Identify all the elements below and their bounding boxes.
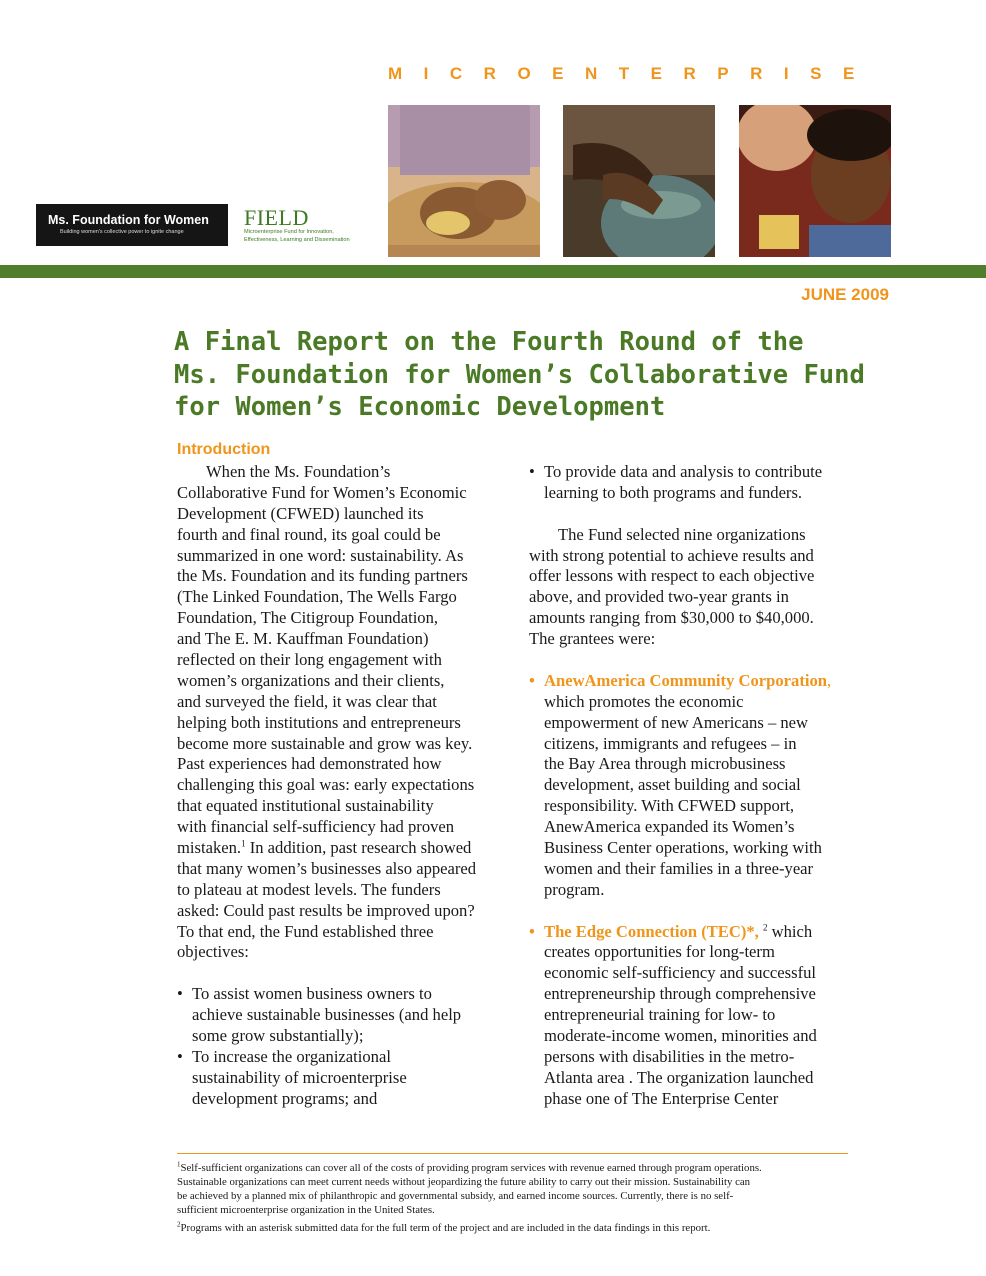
title-line: for Women’s Economic Development bbox=[174, 392, 666, 422]
title-line: Ms. Foundation for Women’s Collaborative Fund bbox=[174, 359, 865, 390]
bullet-line: phase one of The Enterprise Center bbox=[544, 1088, 779, 1108]
bullet-line: persons with disabilities in the metro- bbox=[544, 1046, 795, 1066]
body-line: The grantees were: bbox=[529, 629, 656, 649]
photo-hands-pottery bbox=[563, 105, 715, 257]
photo-hands-dough bbox=[388, 105, 540, 257]
footnote-line: Sustainable organizations can meet current needs without jeopardizing the future ability to carry out their mission. Sustainability can bbox=[177, 1176, 751, 1188]
bullet-line: To provide data and analysis to contribute bbox=[544, 462, 823, 481]
bullet-line: the Bay Area through microbusiness bbox=[544, 754, 786, 774]
body-line: women’s organizations and their clients, bbox=[177, 670, 445, 690]
body-line: Past experiences had demonstrated how bbox=[177, 754, 442, 774]
grantee-item bbox=[529, 671, 859, 901]
bullet-marker: • bbox=[529, 921, 535, 941]
ms-foundation-tagline: Building women's collective power to ignite change bbox=[60, 229, 184, 235]
footnote-mark: 1 bbox=[177, 1160, 181, 1169]
objective-bullet bbox=[529, 462, 859, 504]
body-line: offer lessons with respect to each objective bbox=[529, 566, 815, 586]
bullet-line: entrepreneurship through comprehensive bbox=[544, 984, 816, 1004]
series-label: MICROENTERPRISE bbox=[388, 64, 876, 83]
body-line: and The E. M. Kauffman Foundation) bbox=[177, 629, 429, 649]
bullet-line: economic self-sufficiency and successful bbox=[544, 963, 817, 983]
report-title bbox=[174, 326, 954, 424]
report-date: JUNE 2009 bbox=[801, 285, 889, 304]
body-text: which bbox=[767, 921, 813, 941]
body-line: objectives: bbox=[177, 942, 249, 962]
grantee-name: The Edge Connection (TEC)*, bbox=[544, 921, 759, 941]
body-line: above, and provided two-year grants in bbox=[529, 587, 789, 607]
ms-foundation-name: Ms. Foundation for Women bbox=[48, 213, 209, 227]
bullet-line: To assist women business owners to bbox=[192, 984, 432, 1004]
photo-woman-child bbox=[739, 105, 891, 257]
footnote-text: Self-sufficient organizations can cover all of the costs of providing program services with revenue earned through program operations. bbox=[180, 1162, 762, 1174]
bullet-line: entrepreneurial training for low- to bbox=[544, 1005, 776, 1025]
body-line: and surveyed the field, it was clear that bbox=[177, 691, 437, 711]
grantee-item bbox=[529, 922, 859, 1110]
footnote-line bbox=[177, 1161, 857, 1175]
bullet-line: which promotes the economic bbox=[544, 691, 744, 711]
bullet-line: responsibility. With CFWED support, bbox=[544, 796, 795, 816]
body-line: asked: Could past results be improved upon? bbox=[177, 900, 475, 920]
bullet-line: women and their families in a three-year bbox=[544, 858, 814, 878]
body-line: The Fund selected nine organizations bbox=[558, 524, 806, 544]
bullet-marker: • bbox=[529, 462, 535, 481]
body-text: In addition, past research showed bbox=[245, 838, 472, 858]
left-column bbox=[177, 462, 497, 1110]
body-line: helping both institutions and entrepreneurs bbox=[177, 712, 461, 732]
body-line bbox=[177, 838, 497, 859]
bullet-line: Atlanta area . The organization launched bbox=[544, 1067, 814, 1087]
bullet-line: empowerment of new Americans – new bbox=[544, 712, 809, 732]
body-line: (The Linked Foundation, The Wells Fargo bbox=[177, 587, 457, 607]
body-line: that many women’s businesses also appeared bbox=[177, 858, 477, 878]
body-line: fourth and final round, its goal could be bbox=[177, 524, 441, 544]
bullet-marker: • bbox=[177, 1046, 183, 1066]
bullet-line: some grow substantially); bbox=[192, 1026, 364, 1046]
punctuation: , bbox=[826, 670, 832, 690]
body-text: mistaken. bbox=[177, 838, 242, 858]
bullet-line: To increase the organizational bbox=[192, 1046, 391, 1066]
bullet-line: program. bbox=[544, 879, 605, 899]
body-line: that equated institutional sustainability bbox=[177, 796, 434, 816]
footnotes bbox=[177, 1161, 857, 1235]
footnote-line: be achieved by a planned mix of philanthropic and governmental subsidy, and earned income sources. Currently, there is no self- bbox=[177, 1190, 734, 1202]
bullet-line: development, asset building and social bbox=[544, 775, 801, 795]
body-line: summarized in one word: sustainability. As bbox=[177, 545, 464, 565]
body-line: When the Ms. Foundation’s bbox=[206, 462, 391, 481]
bullet-marker: • bbox=[177, 984, 183, 1004]
right-column bbox=[529, 462, 859, 1110]
section-heading-introduction: Introduction bbox=[177, 441, 271, 458]
body-line: with financial self-sufficiency had proven bbox=[177, 817, 455, 837]
footnote-line: sufficient microenterprise organization in the United States. bbox=[177, 1204, 435, 1216]
objective-bullet bbox=[177, 984, 497, 1047]
field-subtitle bbox=[244, 228, 350, 244]
ms-foundation-logo bbox=[36, 204, 228, 246]
bullet-line: creates opportunities for long-term bbox=[544, 942, 775, 962]
bullet-line: learning to both programs and funders. bbox=[544, 482, 803, 502]
field-subtitle-line: Effectiveness, Learning and Dissemination bbox=[244, 237, 350, 243]
bullet-marker: • bbox=[529, 670, 535, 690]
field-logo: FIELD bbox=[244, 205, 309, 230]
footnote-mark: 2 bbox=[177, 1220, 181, 1229]
body-line: To that end, the Fund established three bbox=[177, 921, 434, 941]
body-line: challenging this goal was: early expectations bbox=[177, 775, 475, 795]
bullet-line: sustainability of microenterprise bbox=[192, 1067, 407, 1087]
header-divider-bar bbox=[0, 265, 986, 278]
body-line: with strong potential to achieve results and bbox=[529, 545, 814, 565]
bullet-line: Business Center operations, working with bbox=[544, 838, 822, 858]
title-line: A Final Report on the Fourth Round of the bbox=[174, 327, 804, 357]
footnote-ref-2: 2 bbox=[762, 922, 768, 933]
body-line: reflected on their long engagement with bbox=[177, 650, 442, 670]
body-line: Development (CFWED) launched its bbox=[177, 503, 424, 523]
bullet-line: citizens, immigrants and refugees – in bbox=[544, 733, 797, 753]
footnote-text: Programs with an asterisk submitted data for the full term of the project and are included in the data findings in this report. bbox=[180, 1222, 711, 1234]
grantee-name-line bbox=[544, 922, 859, 943]
bullet-line: development programs; and bbox=[192, 1088, 378, 1108]
grantee-name: AnewAmerica Community Corporation bbox=[544, 670, 827, 690]
body-line: amounts ranging from $30,000 to $40,000. bbox=[529, 608, 814, 628]
grantee-name-line bbox=[544, 671, 859, 692]
bullet-line: moderate-income women, minorities and bbox=[544, 1026, 817, 1046]
bullet-line: achieve sustainable businesses (and help bbox=[192, 1005, 462, 1025]
body-line: the Ms. Foundation and its funding partners bbox=[177, 566, 468, 586]
body-line: to plateau at modest levels. The funders bbox=[177, 879, 441, 899]
footnote-line bbox=[177, 1221, 857, 1235]
field-subtitle-line: Microenterprise Fund for Innovation, bbox=[244, 229, 334, 235]
bullet-line: AnewAmerica expanded its Women’s bbox=[544, 817, 795, 837]
footnote-divider bbox=[177, 1153, 848, 1154]
body-line: become more sustainable and grow was key. bbox=[177, 733, 473, 753]
body-line: Foundation, The Citigroup Foundation, bbox=[177, 608, 439, 628]
objective-bullet bbox=[177, 1047, 497, 1110]
body-line: Collaborative Fund for Women’s Economic bbox=[177, 482, 467, 502]
footnote-ref-1: 1 bbox=[241, 838, 246, 849]
